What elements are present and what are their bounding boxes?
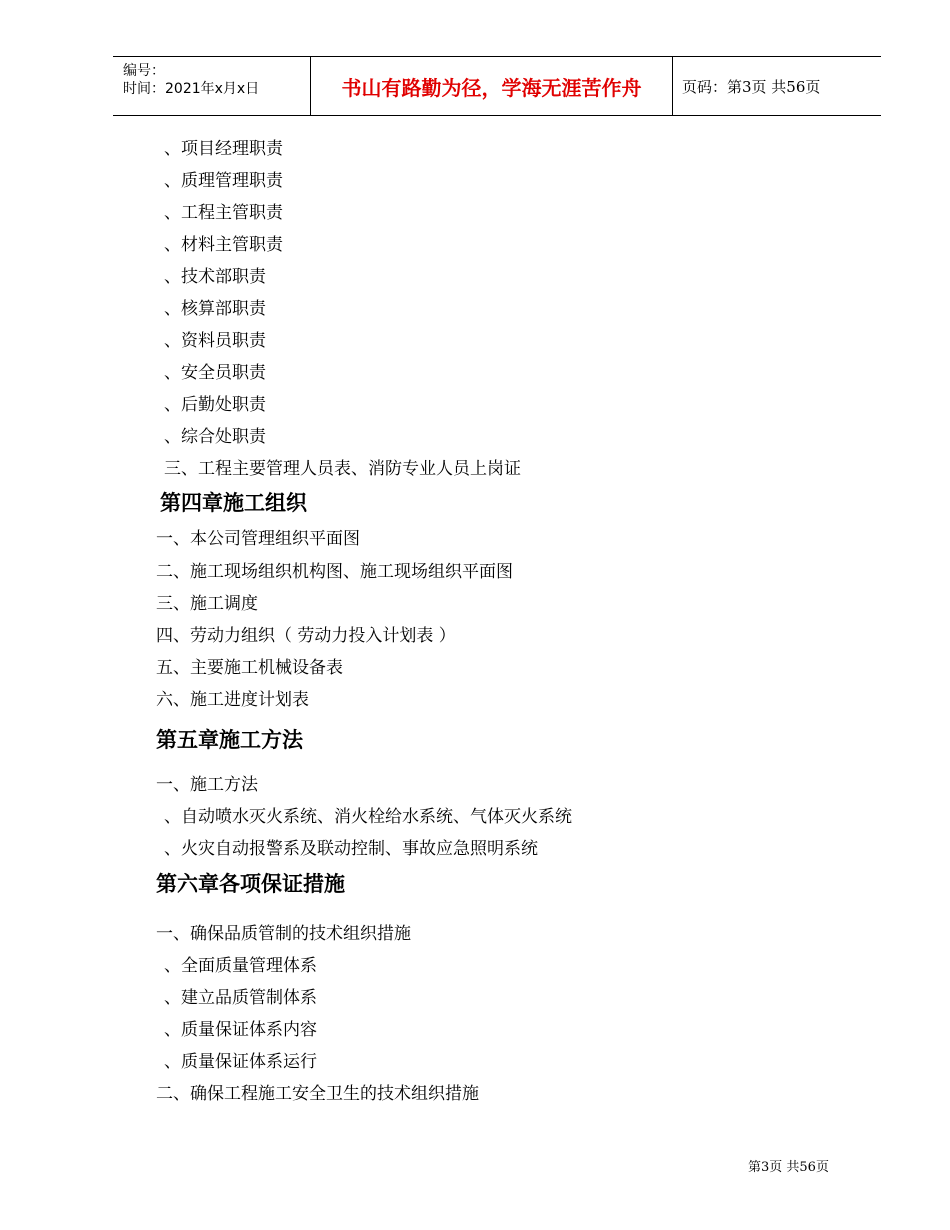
- toc-item: 、质量保证体系运行: [164, 1052, 317, 1072]
- toc-item: 、建立品质管制体系: [164, 988, 317, 1008]
- toc-section: 五、主要施工机械设备表: [156, 658, 343, 678]
- toc-item: 、全面质量管理体系: [164, 956, 317, 976]
- toc-item: 、综合处职责: [164, 427, 266, 447]
- toc-section: 四、劳动力组织（ 劳动力投入计划表 ）: [156, 626, 456, 646]
- header-page-label: 页码：第3页 共56页: [682, 77, 821, 96]
- number-label: 编号：: [123, 63, 165, 79]
- toc-item: 、自动喷水灭火系统、消火栓给水系统、气体灭火系统: [164, 807, 572, 827]
- toc-section: 三、工程主要管理人员表、消防专业人员上岗证: [164, 459, 521, 479]
- header-left-cell: [113, 57, 310, 115]
- toc-item: 、后勤处职责: [164, 395, 266, 415]
- toc-item: 、火灾自动报警系及联动控制、事故应急照明系统: [164, 839, 538, 859]
- toc-item: 、安全员职责: [164, 363, 266, 383]
- toc-item: 、项目经理职责: [164, 139, 283, 159]
- toc-item: 、资料员职责: [164, 331, 266, 351]
- toc-item: 、质量保证体系内容: [164, 1020, 317, 1040]
- toc-item: 、材料主管职责: [164, 235, 283, 255]
- page-header: [113, 56, 881, 116]
- toc-section: 六、施工进度计划表: [156, 690, 309, 710]
- time-label: 时间：2021年x月x日: [123, 81, 260, 97]
- toc-section: 二、施工现场组织机构图、施工现场组织平面图: [156, 562, 513, 582]
- header-motto: 书山有路勤为径，学海无涯苦作舟: [310, 57, 673, 115]
- toc-section: 三、施工调度: [156, 594, 258, 614]
- chapter-heading: 第六章各项保证措施: [156, 872, 345, 896]
- chapter-heading: 第四章施工组织: [160, 491, 307, 515]
- toc-item: 、技术部职责: [164, 267, 266, 287]
- toc-section: 一、本公司管理组织平面图: [156, 529, 360, 549]
- toc-section: 二、确保工程施工安全卫生的技术组织措施: [156, 1084, 479, 1104]
- toc-item: 、工程主管职责: [164, 203, 283, 223]
- toc-item: 、质理管理职责: [164, 171, 283, 191]
- toc-section: 一、施工方法: [156, 775, 258, 795]
- page-footer: 第3页 共56页: [748, 1160, 829, 1175]
- toc-item: 、核算部职责: [164, 299, 266, 319]
- chapter-heading: 第五章施工方法: [156, 728, 303, 752]
- toc-section: 一、确保品质管制的技术组织措施: [156, 924, 411, 944]
